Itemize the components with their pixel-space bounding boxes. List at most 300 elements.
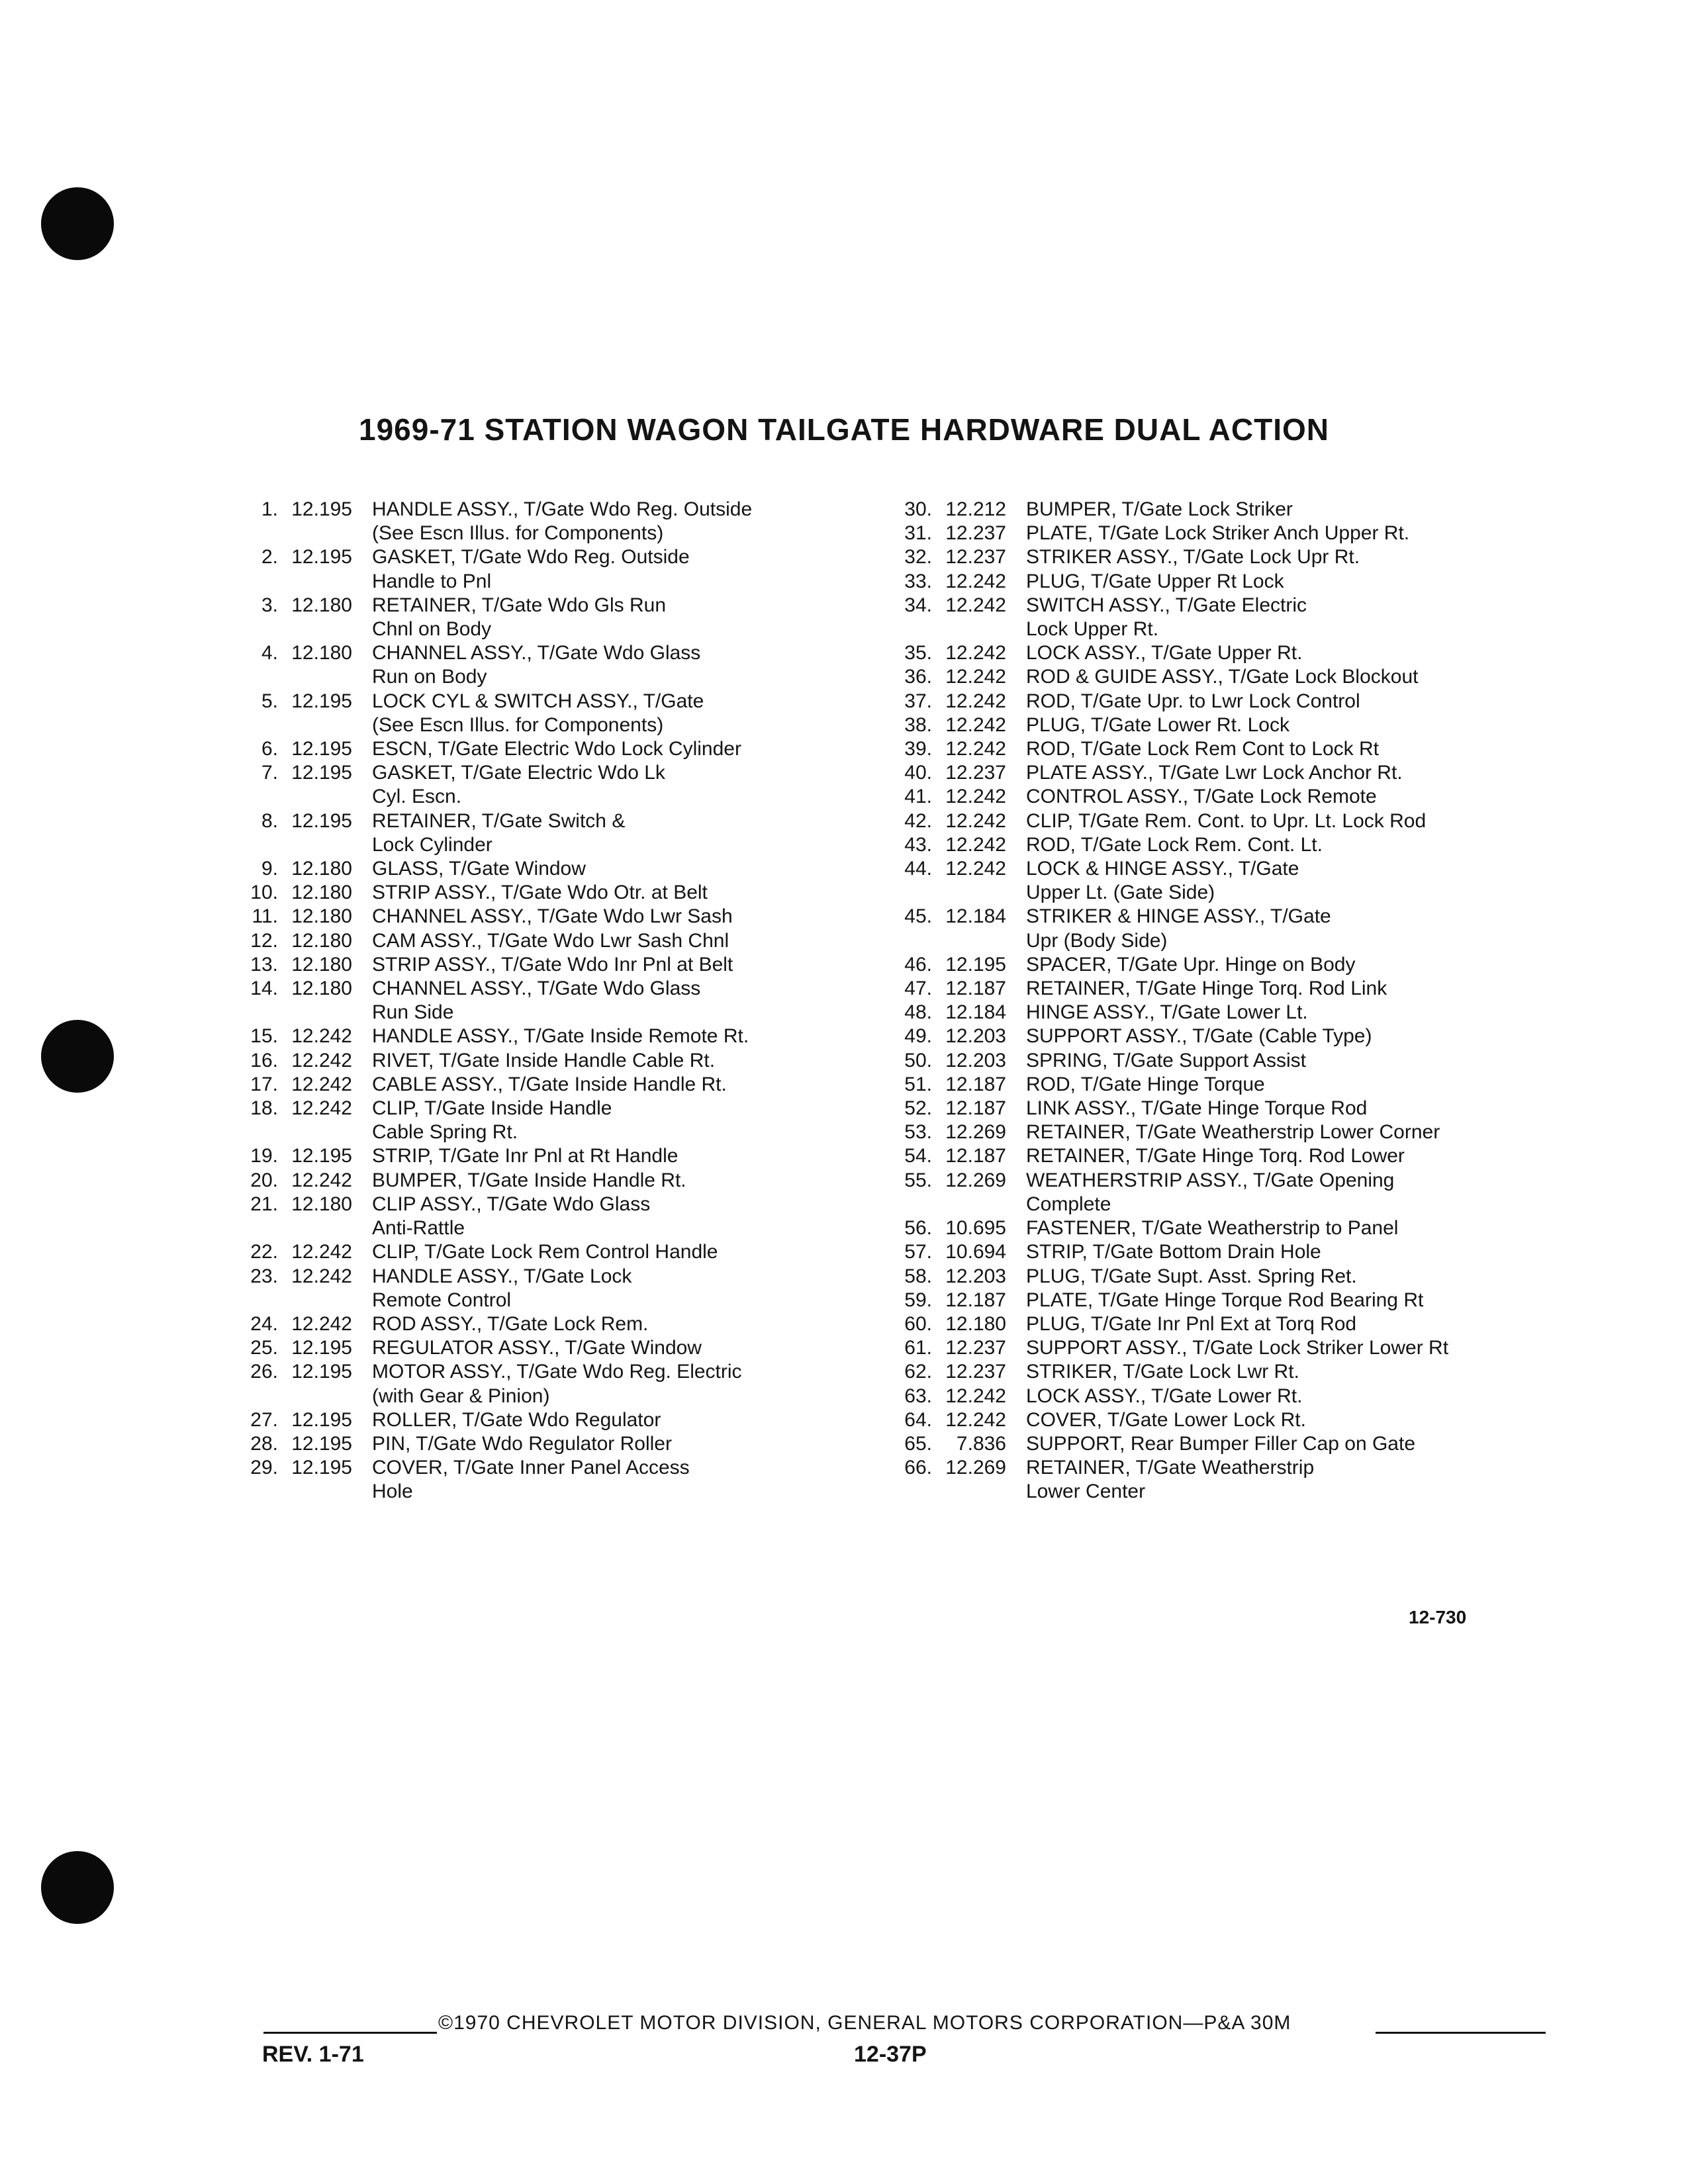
description-line: Hole [372, 1480, 413, 1503]
part-description [352, 1073, 874, 1097]
description-line: RETAINER, T/Gate Weatherstrip Lower Corner [1026, 1121, 1440, 1144]
description-line: BUMPER, T/Gate Lock Striker [1026, 498, 1293, 520]
part-description [1006, 1336, 1534, 1360]
description-line: Chnl on Body [372, 618, 492, 641]
parts-list-item [218, 809, 874, 857]
part-description [1006, 690, 1534, 713]
description-line: Remote Control [372, 1289, 512, 1311]
description-line: Run on Body [372, 666, 487, 688]
parts-list-item [872, 953, 1534, 977]
item-number: 57. [904, 1241, 932, 1263]
part-description [352, 953, 874, 977]
group-number: 12.195 [291, 1337, 352, 1359]
group-number: 12.242 [945, 1408, 1006, 1431]
item-number: 9. [261, 858, 278, 880]
parts-list-item [218, 881, 874, 905]
parts-list-item [218, 953, 874, 977]
group-number: 12.195 [291, 1361, 352, 1383]
item-number: 63. [904, 1385, 932, 1407]
item-number: 53. [904, 1121, 932, 1144]
punch-hole-middle [41, 1020, 114, 1093]
part-description [1006, 833, 1534, 857]
part-description [352, 737, 874, 761]
parts-list-item [872, 1289, 1534, 1312]
item-number: 11. [252, 905, 278, 928]
part-description [1006, 1024, 1534, 1048]
description-line: LOCK ASSY., T/Gate Lower Rt. [1026, 1385, 1303, 1407]
description-line: CABLE ASSY., T/Gate Inside Handle Rt. [372, 1073, 727, 1095]
description-line: RETAINER, T/Gate Weatherstrip [1026, 1457, 1315, 1479]
description-line: RETAINER, T/Gate Hinge Torq. Rod Lower [1026, 1145, 1405, 1167]
parts-list-item [218, 1336, 874, 1360]
part-description [352, 929, 874, 953]
part-description [1006, 498, 1534, 522]
parts-list-item [872, 690, 1534, 713]
part-description [1006, 1120, 1534, 1144]
group-number: 12.195 [945, 953, 1006, 976]
description-line: CLIP ASSY., T/Gate Wdo Glass [372, 1193, 651, 1215]
parts-list-item [218, 545, 874, 593]
group-number: 12.242 [291, 1169, 352, 1191]
description-line: PLATE ASSY., T/Gate Lwr Lock Anchor Rt. [1026, 762, 1403, 784]
description-line: Cyl. Escn. [372, 786, 462, 808]
item-number: 56. [904, 1217, 932, 1240]
part-description [1006, 570, 1534, 594]
part-description [352, 1193, 874, 1240]
item-number: 34. [904, 594, 932, 616]
item-number: 20. [250, 1169, 278, 1191]
parts-list-item [872, 498, 1534, 522]
part-description [1006, 522, 1534, 545]
part-description [1006, 1049, 1534, 1073]
part-description [352, 761, 874, 809]
description-line: Complete [1026, 1193, 1111, 1215]
item-number: 15. [250, 1025, 278, 1048]
parts-list-item [218, 1024, 874, 1048]
parts-list-item [872, 1240, 1534, 1264]
description-line: CONTROL ASSY., T/Gate Lock Remote [1026, 786, 1377, 808]
group-number: 12.269 [945, 1457, 1006, 1479]
part-description [1006, 1385, 1534, 1408]
group-number: 12.195 [291, 498, 352, 520]
description-line: GLASS, T/Gate Window [372, 858, 586, 880]
item-number: 54. [904, 1145, 932, 1167]
description-line: PLUG, T/Gate Lower Rt. Lock [1026, 713, 1289, 736]
part-description [352, 809, 874, 857]
group-number: 12.203 [945, 1025, 1006, 1048]
parts-list-item [218, 1193, 874, 1240]
part-description [352, 1144, 874, 1168]
part-description [1006, 1432, 1534, 1456]
part-description [352, 498, 874, 545]
item-number: 22. [250, 1241, 278, 1263]
group-number: 12.195 [291, 546, 352, 569]
description-line: Lower Center [1026, 1480, 1146, 1503]
part-description [1006, 1408, 1534, 1432]
item-number: 49. [904, 1025, 932, 1048]
parts-list-item [872, 1312, 1534, 1336]
item-number: 14. [250, 978, 278, 1000]
item-number: 1. [261, 498, 278, 520]
group-number: 12.180 [291, 978, 352, 1000]
item-number: 60. [904, 1312, 932, 1335]
item-number: 52. [904, 1097, 932, 1120]
description-line: (See Escn Illus. for Components) [372, 522, 664, 545]
group-number: 12.195 [291, 1432, 352, 1455]
description-line: Anti-Rattle [372, 1217, 465, 1240]
parts-list-item [218, 1408, 874, 1432]
group-number: 12.195 [291, 690, 352, 712]
parts-list-item [872, 1169, 1534, 1216]
item-number: 17. [250, 1073, 278, 1095]
parts-list-item [872, 570, 1534, 594]
description-line: (with Gear & Pinion) [372, 1385, 550, 1407]
description-line: SPRING, T/Gate Support Assist [1026, 1049, 1306, 1071]
group-number: 12.180 [291, 929, 352, 952]
group-number: 12.242 [945, 833, 1006, 856]
description-line: RETAINER, T/Gate Switch & [372, 809, 626, 832]
item-number: 61. [904, 1337, 932, 1359]
parts-list-left [218, 498, 874, 1504]
parts-list-item [872, 665, 1534, 689]
part-description [1006, 1097, 1534, 1120]
item-number: 65. [904, 1432, 932, 1455]
item-number: 23. [250, 1265, 278, 1287]
group-number: 12.203 [945, 1049, 1006, 1071]
item-number: 28. [250, 1432, 278, 1455]
description-line: ROD, T/Gate Lock Rem Cont to Lock Rt [1026, 738, 1379, 760]
item-number: 51. [904, 1073, 932, 1095]
part-description [1006, 977, 1534, 1001]
parts-list-item [872, 1360, 1534, 1384]
item-number: 2. [261, 546, 278, 569]
description-line: PLUG, T/Gate Inr Pnl Ext at Torq Rod [1026, 1312, 1357, 1335]
page-title: 1969-71 STATION WAGON TAILGATE HARDWARE DUAL ACTION [359, 412, 1329, 447]
item-number: 31. [904, 522, 932, 545]
description-line: Run Side [372, 1001, 454, 1024]
group-number: 12.242 [945, 786, 1006, 808]
item-number: 12. [250, 929, 278, 952]
description-line: STRIKER & HINGE ASSY., T/Gate [1026, 905, 1331, 928]
description-line: ROD, T/Gate Hinge Torque [1026, 1073, 1265, 1095]
item-number: 41. [904, 786, 932, 808]
group-number: 12.180 [291, 594, 352, 616]
group-number: 12.242 [945, 809, 1006, 832]
part-description [352, 1432, 874, 1456]
parts-list-item [218, 1360, 874, 1408]
group-number: 12.237 [945, 762, 1006, 784]
group-number: 12.242 [291, 1241, 352, 1263]
parts-list-item [872, 594, 1534, 641]
group-number: 12.242 [291, 1025, 352, 1048]
description-line: LOCK CYL & SWITCH ASSY., T/Gate [372, 690, 704, 712]
parts-list-item [872, 737, 1534, 761]
parts-list-item [872, 1144, 1534, 1168]
parts-list-item [218, 1097, 874, 1144]
item-number: 21. [250, 1193, 278, 1215]
parts-list-item [218, 1456, 874, 1504]
item-number: 13. [250, 953, 278, 976]
group-number: 12.203 [945, 1265, 1006, 1287]
item-number: 10. [250, 882, 278, 904]
parts-list-item [872, 1001, 1534, 1024]
part-description [1006, 785, 1534, 809]
group-number: 12.184 [945, 905, 1006, 928]
group-number: 7.836 [956, 1432, 1006, 1455]
part-description [1006, 1360, 1534, 1384]
parts-list-item [218, 977, 874, 1024]
part-description [352, 690, 874, 737]
copyright-text: ©1970 CHEVROLET MOTOR DIVISION, GENERAL MOTORS CORPORATION—P&A 30M [438, 2012, 1291, 2034]
punch-hole-top [41, 187, 114, 260]
item-number: 29. [250, 1457, 278, 1479]
part-description [1006, 1289, 1534, 1312]
group-number: 10.694 [945, 1241, 1006, 1263]
group-number: 12.180 [291, 882, 352, 904]
part-description [352, 881, 874, 905]
description-line: SWITCH ASSY., T/Gate Electric [1026, 594, 1307, 616]
description-line: STRIP ASSY., T/Gate Wdo Inr Pnl at Belt [372, 953, 733, 976]
group-number: 12.242 [291, 1073, 352, 1095]
page-number: 12-37P [854, 2042, 927, 2067]
description-line: ESCN, T/Gate Electric Wdo Lock Cylinder [372, 738, 741, 760]
description-line: SUPPORT, Rear Bumper Filler Cap on Gate [1026, 1432, 1416, 1455]
part-description [1006, 1216, 1534, 1240]
description-line: HANDLE ASSY., T/Gate Wdo Reg. Outside [372, 498, 753, 520]
description-line: STRIKER, T/Gate Lock Lwr Rt. [1026, 1361, 1299, 1383]
description-line: Lock Upper Rt. [1026, 618, 1159, 641]
description-line: HANDLE ASSY., T/Gate Lock [372, 1265, 632, 1287]
description-line: GASKET, T/Gate Wdo Reg. Outside [372, 546, 690, 569]
group-number: 12.195 [291, 1408, 352, 1431]
item-number: 5. [261, 690, 278, 712]
item-number: 32. [904, 546, 932, 569]
part-description [352, 594, 874, 641]
part-description [1006, 761, 1534, 785]
parts-list-item [218, 761, 874, 809]
group-number: 12.180 [945, 1312, 1006, 1335]
parts-list-item [218, 1432, 874, 1456]
item-number: 26. [250, 1361, 278, 1383]
item-number: 6. [261, 738, 278, 760]
part-description [352, 1265, 874, 1312]
description-line: Upr (Body Side) [1026, 929, 1168, 952]
group-number: 12.242 [945, 690, 1006, 712]
item-number: 30. [904, 498, 932, 520]
description-line: CLIP, T/Gate Lock Rem Control Handle [372, 1241, 718, 1263]
parts-list-item [218, 857, 874, 881]
footer-rule-left [263, 2032, 437, 2034]
group-number: 12.242 [945, 858, 1006, 880]
parts-list-item [872, 905, 1534, 952]
item-number: 33. [904, 570, 932, 592]
group-number: 12.212 [945, 498, 1006, 520]
item-number: 27. [250, 1408, 278, 1431]
item-number: 55. [904, 1169, 932, 1191]
item-number: 39. [904, 738, 932, 760]
description-line: RETAINER, T/Gate Wdo Gls Run [372, 594, 667, 616]
description-line: LOCK ASSY., T/Gate Upper Rt. [1026, 642, 1303, 664]
part-description [352, 1336, 874, 1360]
part-description [1006, 857, 1534, 905]
part-description [352, 1360, 874, 1408]
parts-list-item [872, 977, 1534, 1001]
parts-list-item [872, 761, 1534, 785]
item-number: 7. [261, 762, 278, 784]
parts-list-item [872, 1385, 1534, 1408]
item-number: 46. [904, 953, 932, 976]
description-line: Handle to Pnl [372, 570, 492, 592]
group-number: 12.269 [945, 1121, 1006, 1144]
item-number: 48. [904, 1001, 932, 1024]
description-line: GASKET, T/Gate Electric Wdo Lk [372, 762, 665, 784]
parts-list-item [218, 1049, 874, 1073]
description-line: RIVET, T/Gate Inside Handle Cable Rt. [372, 1049, 716, 1071]
figure-reference: 12-730 [1409, 1607, 1467, 1627]
part-description [1006, 665, 1534, 689]
group-number: 12.180 [291, 953, 352, 976]
group-number: 12.180 [291, 1193, 352, 1215]
part-description [1006, 737, 1534, 761]
description-line: COVER, T/Gate Inner Panel Access [372, 1457, 690, 1479]
part-description [1006, 1265, 1534, 1289]
group-number: 12.242 [945, 713, 1006, 736]
description-line: STRIP, T/Gate Bottom Drain Hole [1026, 1241, 1321, 1263]
description-line: SUPPORT ASSY., T/Gate (Cable Type) [1026, 1025, 1372, 1048]
item-number: 4. [261, 642, 278, 664]
item-number: 3. [261, 594, 278, 616]
parts-list-item [218, 690, 874, 737]
parts-list-item [872, 1456, 1534, 1504]
item-number: 64. [904, 1408, 932, 1431]
description-line: HANDLE ASSY., T/Gate Inside Remote Rt. [372, 1025, 749, 1048]
part-description [1006, 545, 1534, 569]
part-description [352, 1097, 874, 1144]
group-number: 12.242 [945, 666, 1006, 688]
parts-list-item [872, 785, 1534, 809]
description-line: STRIKER ASSY., T/Gate Lock Upr Rt. [1026, 546, 1360, 569]
part-description [1006, 641, 1534, 665]
parts-list-item [872, 545, 1534, 569]
description-line: STRIP, T/Gate Inr Pnl at Rt Handle [372, 1145, 679, 1167]
description-line: ROLLER, T/Gate Wdo Regulator [372, 1408, 661, 1431]
description-line: FASTENER, T/Gate Weatherstrip to Panel [1026, 1217, 1399, 1240]
group-number: 12.242 [945, 738, 1006, 760]
part-description [352, 1049, 874, 1073]
part-description [1006, 594, 1534, 641]
parts-list-item [218, 929, 874, 953]
item-number: 47. [904, 978, 932, 1000]
description-line: CLIP, T/Gate Rem. Cont. to Upr. Lt. Lock Rod [1026, 809, 1427, 832]
parts-list-item [872, 809, 1534, 833]
item-number: 40. [904, 762, 932, 784]
parts-list-item [872, 1336, 1534, 1360]
item-number: 36. [904, 666, 932, 688]
part-description [1006, 809, 1534, 833]
parts-list-item [872, 1073, 1534, 1097]
part-description [1006, 1144, 1534, 1168]
group-number: 12.242 [945, 642, 1006, 664]
description-line: Cable Spring Rt. [372, 1121, 518, 1144]
description-line: PIN, T/Gate Wdo Regulator Roller [372, 1432, 672, 1455]
item-number: 58. [904, 1265, 932, 1287]
group-number: 12.237 [945, 1337, 1006, 1359]
description-line: ROD, T/Gate Upr. to Lwr Lock Control [1026, 690, 1360, 712]
group-number: 12.242 [945, 594, 1006, 616]
description-line: CLIP, T/Gate Inside Handle [372, 1097, 612, 1120]
parts-list-item [218, 1169, 874, 1193]
description-line: STRIP ASSY., T/Gate Wdo Otr. at Belt [372, 882, 708, 904]
parts-list-item [872, 1024, 1534, 1048]
part-description [352, 641, 874, 689]
group-number: 12.237 [945, 522, 1006, 545]
parts-list-item [218, 1073, 874, 1097]
item-number: 18. [250, 1097, 278, 1120]
group-number: 12.187 [945, 1073, 1006, 1095]
group-number: 10.695 [945, 1217, 1006, 1240]
parts-list-item [218, 1144, 874, 1168]
description-line: BUMPER, T/Gate Inside Handle Rt. [372, 1169, 686, 1191]
group-number: 12.242 [291, 1049, 352, 1071]
group-number: 12.184 [945, 1001, 1006, 1024]
part-description [1006, 905, 1534, 952]
part-description [352, 905, 874, 929]
part-description [1006, 1073, 1534, 1097]
part-description [352, 545, 874, 593]
parts-list-item [218, 905, 874, 929]
parts-list-item [872, 713, 1534, 737]
parts-list-item [872, 1216, 1534, 1240]
item-number: 8. [261, 809, 278, 832]
description-line: ROD, T/Gate Lock Rem. Cont. Lt. [1026, 833, 1323, 856]
parts-list-item [872, 522, 1534, 545]
part-description [1006, 953, 1534, 977]
parts-list-item [218, 594, 874, 641]
group-number: 12.187 [945, 1145, 1006, 1167]
part-description [352, 1312, 874, 1336]
description-line: Lock Cylinder [372, 833, 492, 856]
part-description [1006, 1001, 1534, 1024]
description-line: SPACER, T/Gate Upr. Hinge on Body [1026, 953, 1356, 976]
group-number: 12.242 [291, 1097, 352, 1120]
description-line: REGULATOR ASSY., T/Gate Window [372, 1337, 702, 1359]
item-number: 43. [904, 833, 932, 856]
parts-list-item [872, 1408, 1534, 1432]
description-line: CHANNEL ASSY., T/Gate Wdo Lwr Sash [372, 905, 733, 928]
item-number: 59. [904, 1289, 932, 1311]
description-line: SUPPORT ASSY., T/Gate Lock Striker Lower Rt [1026, 1337, 1449, 1359]
part-description [1006, 713, 1534, 737]
description-line: CAM ASSY., T/Gate Wdo Lwr Sash Chnl [372, 929, 729, 952]
parts-list-item [872, 1049, 1534, 1073]
description-line: Upper Lt. (Gate Side) [1026, 882, 1215, 904]
part-description [1006, 1312, 1534, 1336]
copyright-notice [438, 2012, 1291, 2034]
group-number: 12.180 [291, 905, 352, 928]
description-line: RETAINER, T/Gate Hinge Torq. Rod Link [1026, 978, 1387, 1000]
parts-list-item [218, 498, 874, 545]
parts-list-item [872, 1432, 1534, 1456]
description-line: WEATHERSTRIP ASSY., T/Gate Opening [1026, 1169, 1395, 1191]
group-number: 12.237 [945, 546, 1006, 569]
parts-list-item [872, 833, 1534, 857]
description-line: PLATE, T/Gate Hinge Torque Rod Bearing Rt [1026, 1289, 1424, 1311]
description-line: ROD ASSY., T/Gate Lock Rem. [372, 1312, 649, 1335]
item-number: 62. [904, 1361, 932, 1383]
group-number: 12.237 [945, 1361, 1006, 1383]
description-line: HINGE ASSY., T/Gate Lower Lt. [1026, 1001, 1308, 1024]
group-number: 12.187 [945, 1097, 1006, 1120]
